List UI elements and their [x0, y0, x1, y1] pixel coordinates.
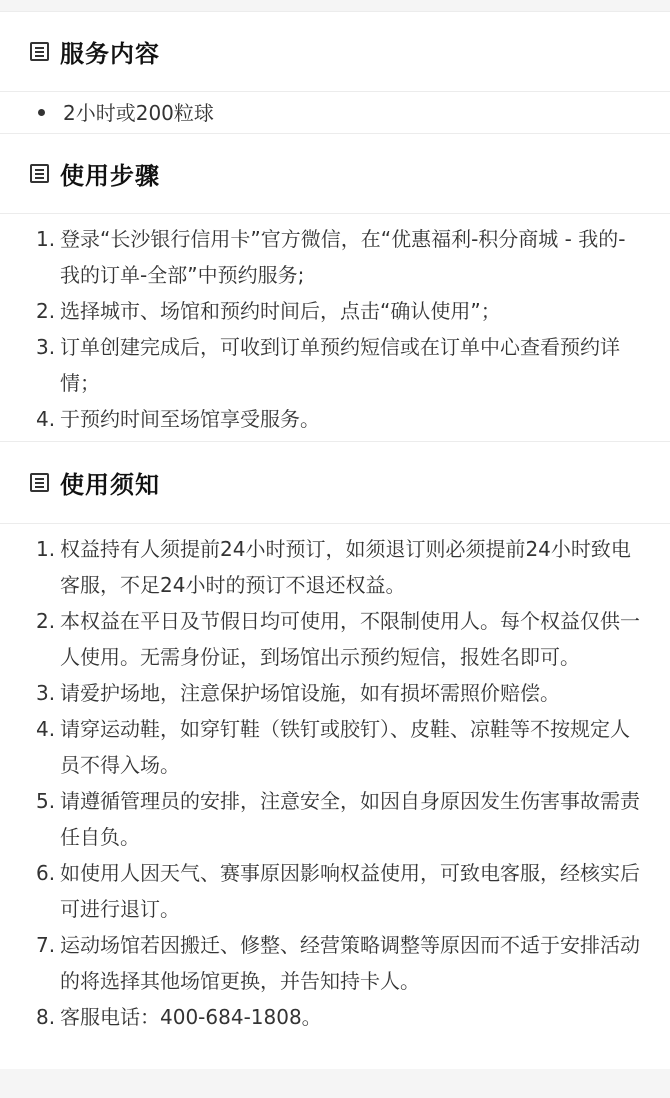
list-item-number: 4.: [36, 407, 56, 431]
list-item-number: 3.: [36, 681, 56, 705]
list-item: [36, 855, 640, 927]
list-item-text: 2小时或200粒球: [63, 100, 214, 125]
section-header-service-content: [0, 11, 670, 91]
list-item-number: 6.: [36, 861, 56, 885]
list-item-text: 本权益在平日及节假日均可使用，不限制使用人。每个权益仅供一人使用。无需身份证，到场馆出示预约短信，报姓名即可。: [60, 609, 640, 669]
list-item: [36, 531, 640, 603]
section-header-usage-steps: [0, 133, 670, 213]
list-item: [36, 401, 640, 437]
list-item-text: 选择城市、场馆和预约时间后，点击“确认使用”；: [60, 299, 501, 323]
bullet-icon: [38, 109, 45, 116]
bottom-padding: [0, 1049, 670, 1069]
list-item-text: 请遵循管理员的安排，注意安全，如因自身原因发生伤害事故需责任自负。: [60, 789, 640, 849]
list-item-text: 订单创建完成后，可收到订单预约短信或在订单中心查看预约详情；: [60, 335, 620, 395]
list-item: [36, 329, 640, 401]
list-item-number: 4.: [36, 717, 56, 741]
service-content-body: [0, 91, 670, 133]
top-divider: [0, 0, 670, 11]
list-item-text: 如使用人因天气、赛事原因影响权益使用，可致电客服，经核实后可进行退订。: [60, 861, 640, 921]
list-item: [36, 221, 640, 293]
usage-steps-body: [0, 213, 670, 441]
list-item-text: 于预约时间至场馆享受服务。: [60, 407, 320, 431]
list-item: [36, 603, 640, 675]
list-item-text: 权益持有人须提前24小时预订，如须退订则必须提前24小时致电客服，不足24小时的预订不退还权益。: [60, 537, 631, 597]
list-item: [36, 95, 214, 131]
list-item-number: 2.: [36, 299, 56, 323]
list-item: [36, 293, 640, 329]
document-list-icon: [30, 42, 49, 61]
section-title: 使用步骤: [60, 162, 160, 190]
list-item-number: 1.: [36, 227, 56, 251]
document-list-icon: [30, 164, 49, 183]
list-item: [36, 675, 640, 711]
list-item-text: 登录“长沙银行信用卡”官方微信，在“优惠福利-积分商城 - 我的-我的订单-全部”中预约服务;: [60, 227, 626, 287]
list-item-text: 运动场馆若因搬迁、修整、经营策略调整等原因而不适于安排活动的将选择其他场馆更换，并告知持卡人。: [60, 933, 640, 993]
list-item-number: 5.: [36, 789, 56, 813]
list-item: [36, 999, 640, 1035]
list-item-number: 3.: [36, 335, 56, 359]
list-item-number: 1.: [36, 537, 56, 561]
list-item: [36, 927, 640, 999]
section-title: 使用须知: [60, 471, 160, 499]
section-title: 服务内容: [60, 40, 160, 68]
section-header-usage-notice: [0, 441, 670, 523]
list-item-number: 2.: [36, 609, 56, 633]
document-list-icon: [30, 473, 49, 492]
list-item-text: 请爱护场地，注意保护场馆设施，如有损坏需照价赔偿。: [60, 681, 560, 705]
list-item-number: 7.: [36, 933, 56, 957]
list-item-text: 请穿运动鞋，如穿钉鞋（铁钉或胶钉）、皮鞋、凉鞋等不按规定人员不得入场。: [60, 717, 630, 777]
usage-notice-body: [0, 523, 670, 1049]
list-item: [36, 783, 640, 855]
list-item-text: 客服电话：400-684-1808。: [60, 1005, 322, 1029]
list-item-number: 8.: [36, 1005, 56, 1029]
list-item: [36, 711, 640, 783]
